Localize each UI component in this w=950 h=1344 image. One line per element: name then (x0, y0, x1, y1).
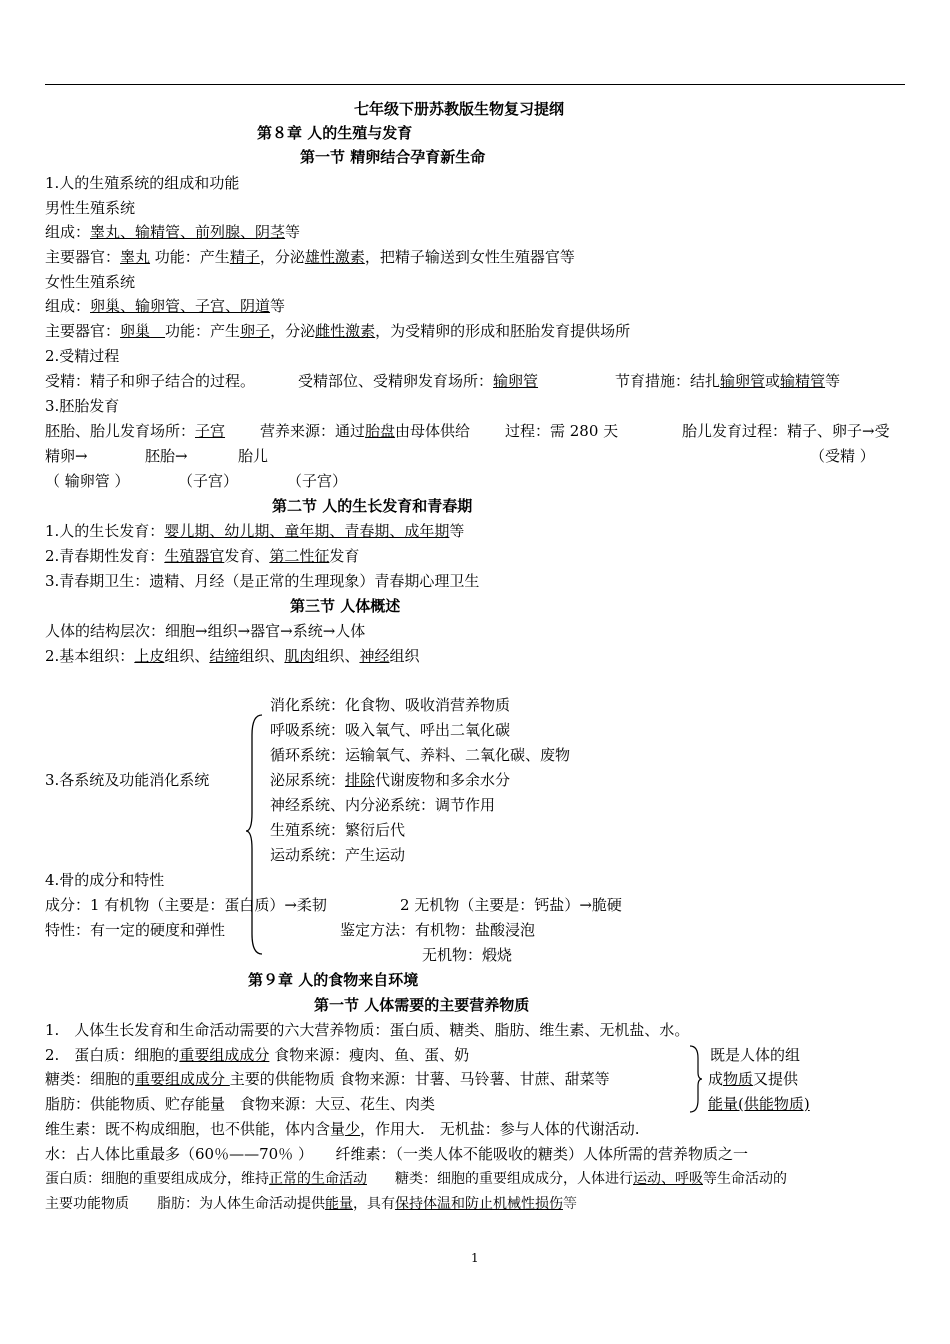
body-structure-levels: 人体的结构层次：细胞→组织→器官→系统→人体 (45, 622, 366, 640)
chapter-9-title: 第９章 人的食物来自环境 (248, 971, 419, 989)
basic-tissues: 2.基本组织：上皮组织、结缔组织、肌肉组织、神经组织 (45, 647, 420, 665)
summary-line-2: 主要功能物质 脂肪：为人体生命活动提供能量，具有保持体温和防止机械性损伤等 (45, 1196, 577, 1212)
embryo-nutrition: 营养来源：通过胎盘由母体供给 (260, 422, 471, 440)
puberty-development: 2.青春期性发育：生殖器官发育、第二性征发育 (45, 547, 360, 565)
page-number: 1 (471, 1251, 479, 1265)
section-3-title: 第三节 人体概述 (290, 597, 401, 615)
item-embryo-development: 3.胚胎发育 (45, 397, 120, 415)
six-nutrients: 1. 人体生长发育和生命活动需要的六大营养物质：蛋白质、糖类、脂肪、维生素、无机盐、水。 (45, 1021, 690, 1039)
bone-inorganic: 2 无机物（主要是：钙盐）→脆硬 (400, 896, 622, 914)
nutrients-note-2: 成物质又提供 (708, 1070, 799, 1088)
male-composition: 组成：睾丸、输精管、前列腺、阴茎等 (45, 223, 301, 241)
page-title: 七年级下册苏教版生物复习提纲 (354, 100, 565, 118)
puberty-hygiene: 3.青春期卫生：遗精、月经（是正常的生理现象）青春期心理卫生 (45, 572, 480, 590)
birth-control: 节育措施：结扎输卵管或输精管等 (615, 372, 841, 390)
nutrient-fat: 脂肪：供能物质、贮存能量 食物来源：大豆、花生、肉类 (45, 1095, 436, 1113)
fetal-process: 胎儿发育过程：精子、卵子→受 (682, 422, 890, 440)
system-reproductive: 生殖系统：繁衍后代 (270, 821, 406, 839)
fetal-step-fetus: 胎儿 (238, 447, 269, 465)
section-2-title: 第二节 人的生长发育和青春期 (272, 497, 473, 515)
nutrients-brace (688, 1044, 704, 1114)
fetal-note-fertilization: （受精 ） (810, 447, 875, 465)
fetal-note-oviduct: （ 输卵管 ） (45, 472, 130, 490)
fetal-note-uterus-1: （子宫） (178, 472, 239, 490)
item-fertilization: 2.受精过程 (45, 347, 120, 365)
chapter-8-title: 第８章 人的生殖与发育 (257, 124, 413, 142)
summary-line-1: 蛋白质：细胞的重要组成成分，维持正常的生命活动 糖类：细胞的重要组成成分，人体进行运动、呼吸等生命活动的 (45, 1171, 787, 1187)
system-urinary: 泌尿系统：排除代谢废物和多余水分 (270, 771, 511, 789)
bone-property: 特性：有一定的硬度和弹性 (45, 921, 226, 939)
systems-brace (244, 713, 264, 956)
growth-stages: 1.人的生长发育：婴儿期、幼儿期、童年期、青春期、成年期等 (45, 522, 465, 540)
header-rule (45, 84, 905, 85)
systems-label: 3.各系统及功能消化系统 (45, 771, 210, 789)
female-composition: 组成：卵巢、输卵管、子宫、阴道等 (45, 297, 286, 315)
nutrient-vitamin-mineral: 维生素：既不构成细胞，也不供能，体内含量少，作用大. 无机盐：参与人体的代谢活动. (45, 1120, 640, 1138)
item-reproductive-system: 1.人的生殖系统的组成和功能 (45, 174, 240, 192)
bone-title: 4.骨的成分和特性 (45, 871, 165, 889)
female-main-organ: 主要器官：卵巢 功能：产生卵子，分泌雌性激素，为受精卵的形成和胚胎发育提供场所 (45, 322, 631, 340)
male-system-heading: 男性生殖系统 (45, 199, 136, 217)
bone-organic: 成分：1 有机物（主要是：蛋白质）→柔韧 (45, 896, 327, 914)
fetal-step-embryo: 胚胎→ (145, 447, 188, 465)
nutrient-protein: 2. 蛋白质：细胞的重要组成成分 食物来源：瘦肉、鱼、蛋、奶 (45, 1046, 470, 1064)
male-main-organ: 主要器官：睾丸 功能：产生精子，分泌雄性激素，把精子输送到女性生殖器官等 (45, 248, 575, 266)
system-respiratory: 呼吸系统：吸入氧气、呼出二氧化碳 (270, 721, 511, 739)
fetal-note-uterus-2: （子宫） (287, 472, 348, 490)
embryo-duration: 过程：需 280 天 (505, 422, 619, 440)
section-1-title: 第一节 精卵结合孕育新生命 (300, 148, 486, 166)
fertilization-definition: 受精：精子和卵子结合的过程。 (45, 372, 256, 390)
nutrient-sugar: 糖类：细胞的重要组成成分 主要的供能物质 食物来源：甘薯、马铃薯、甘蔗、甜菜等 (45, 1070, 610, 1088)
ch9-section-1-title: 第一节 人体需要的主要营养物质 (314, 996, 530, 1014)
system-motor: 运动系统：产生运动 (270, 846, 406, 864)
system-nervous-endocrine: 神经系统、内分泌系统：调节作用 (270, 796, 496, 814)
system-circulatory: 循环系统：运输氧气、养料、二氧化碳、废物 (270, 746, 571, 764)
embryo-site: 胚胎、胎儿发育场所：子宫 (45, 422, 226, 440)
female-system-heading: 女性生殖系统 (45, 273, 136, 291)
bone-test-inorganic: 无机物：煅烧 (422, 946, 513, 964)
fetal-step-zygote: 精卵→ (45, 447, 88, 465)
nutrient-water-fiber: 水：占人体比重最多（60％——70％ ） 纤维素：（一类人体不能吸收的糖类）人体所需的营养物质之一 (45, 1145, 748, 1163)
system-digestive: 消化系统：化食物、吸收消营养物质 (270, 696, 511, 714)
nutrients-note-1: 既是人体的组 (710, 1046, 801, 1064)
bone-test-organic: 鉴定方法：有机物：盐酸浸泡 (340, 921, 536, 939)
nutrients-note-3: 能量(供能物质) (708, 1095, 810, 1113)
fertilization-site: 受精部位、受精卵发育场所：输卵管 (298, 372, 539, 390)
